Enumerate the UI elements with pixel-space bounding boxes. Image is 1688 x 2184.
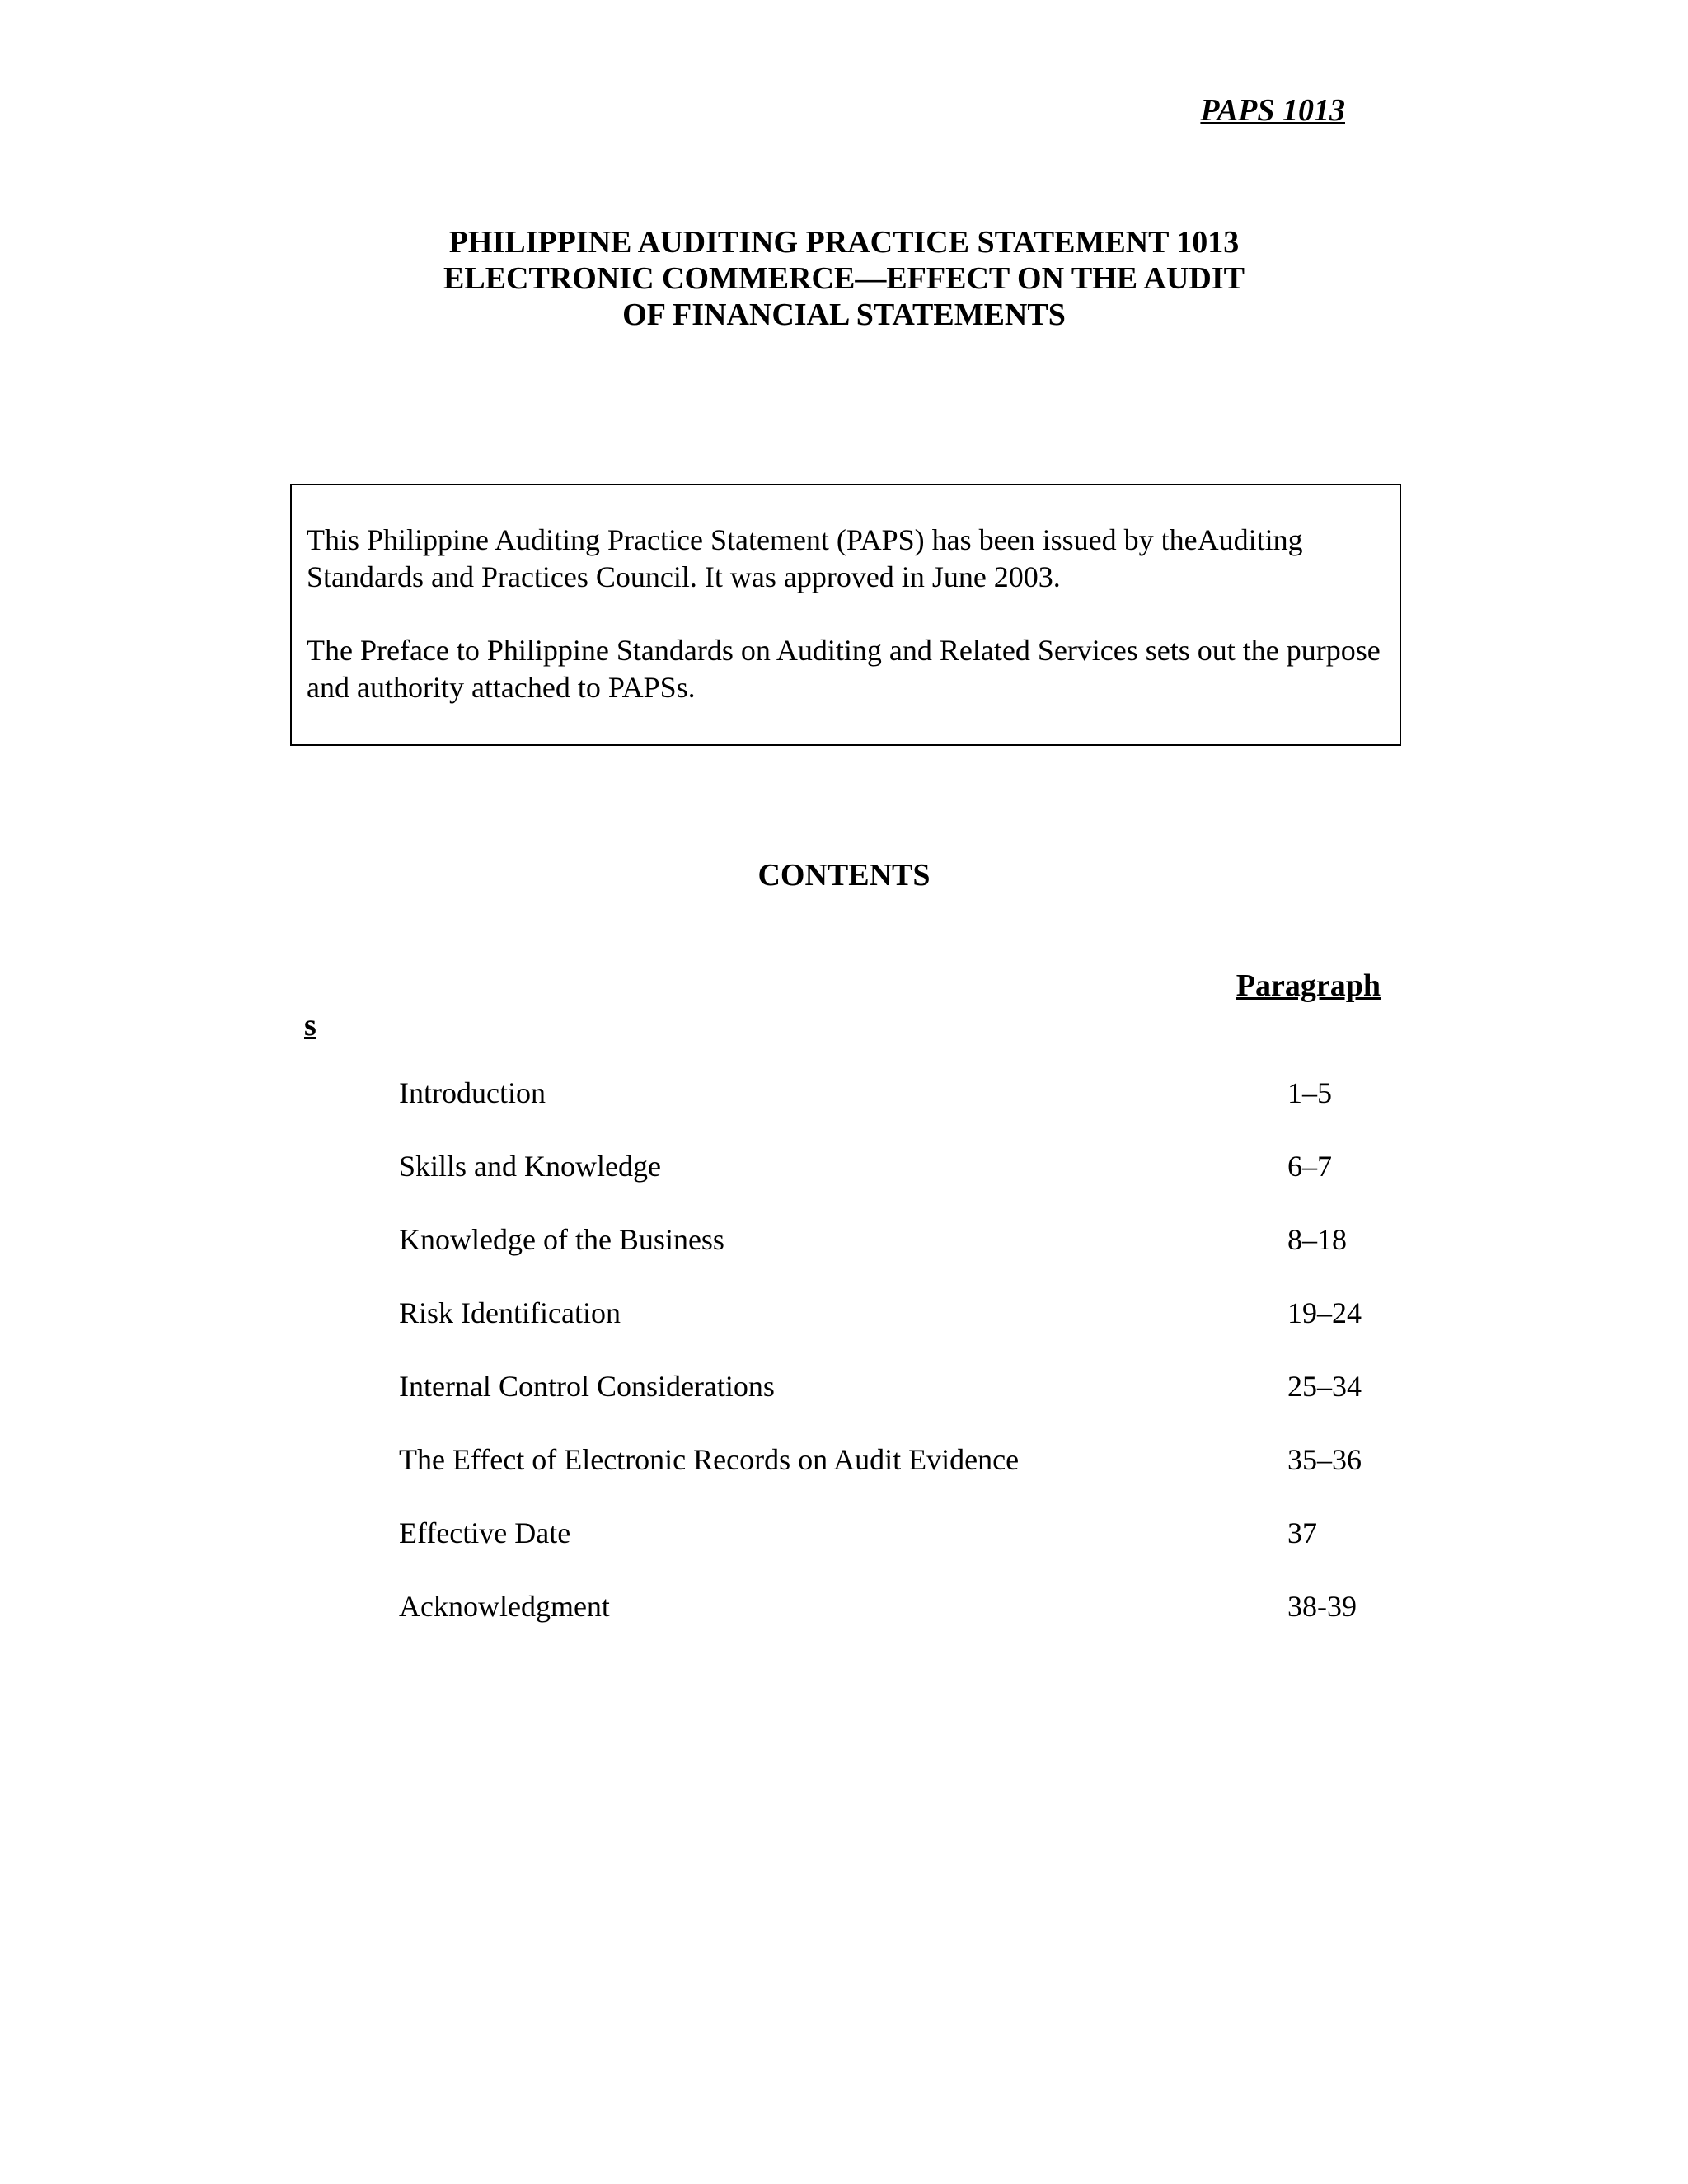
toc-entry-paragraphs: 8–18 — [1287, 1223, 1347, 1256]
issuance-notice-box — [290, 484, 1401, 746]
issuance-notice-text: This Philippine Auditing Practice Statement (PAPS) has been issued by theAuditing Standards and Practices Council. It was approved in June 2003. — [307, 523, 1303, 593]
table-of-contents — [399, 1075, 1470, 1661]
toc-entry-paragraphs: 38-39 — [1287, 1590, 1357, 1623]
toc-entry[interactable] — [399, 1441, 1470, 1515]
document-id: PAPS 1013 — [1200, 93, 1345, 128]
toc-entry[interactable] — [399, 1221, 1470, 1295]
contents-heading: CONTENTS — [757, 858, 931, 893]
preface-notice-text: The Preface to Philippine Standards on Auditing and Related Services sets out the purpose and authority attached to PAPSs. — [307, 634, 1381, 704]
toc-entry-paragraphs: 6–7 — [1287, 1150, 1332, 1183]
paragraph-column-header-overflow: s — [304, 1008, 316, 1043]
toc-entry-title: Acknowledgment — [399, 1590, 610, 1623]
toc-entry-title: Knowledge of the Business — [399, 1223, 724, 1256]
toc-entry-paragraphs: 1–5 — [1287, 1076, 1332, 1109]
toc-entry[interactable] — [399, 1148, 1470, 1221]
toc-entry-title: Effective Date — [399, 1516, 571, 1549]
toc-entry-title: Introduction — [399, 1076, 546, 1109]
toc-entry[interactable] — [399, 1295, 1470, 1368]
toc-entry-paragraphs: 25–34 — [1287, 1370, 1362, 1403]
toc-entry-title: Risk Identification — [399, 1296, 621, 1329]
toc-entry-paragraphs: 37 — [1287, 1516, 1317, 1549]
title-line: PHILIPPINE AUDITING PRACTICE STATEMENT 1013 — [448, 225, 1240, 260]
document-title — [0, 224, 1688, 333]
toc-entry-paragraphs: 35–36 — [1287, 1443, 1362, 1476]
toc-entry-paragraphs: 19–24 — [1287, 1296, 1362, 1329]
toc-entry-title: The Effect of Electronic Records on Audit Evidence — [399, 1443, 1020, 1476]
toc-entry[interactable] — [399, 1515, 1470, 1588]
toc-entry[interactable] — [399, 1588, 1470, 1661]
title-line: OF FINANCIAL STATEMENTS — [622, 298, 1066, 332]
toc-entry-title: Skills and Knowledge — [399, 1150, 661, 1183]
toc-entry-title: Internal Control Considerations — [399, 1370, 775, 1403]
title-line: ELECTRONIC COMMERCE—EFFECT ON THE AUDIT — [443, 261, 1245, 296]
toc-entry[interactable] — [399, 1368, 1470, 1441]
toc-entry[interactable] — [399, 1075, 1470, 1148]
paragraph-column-header: Paragraph — [1236, 968, 1381, 1003]
